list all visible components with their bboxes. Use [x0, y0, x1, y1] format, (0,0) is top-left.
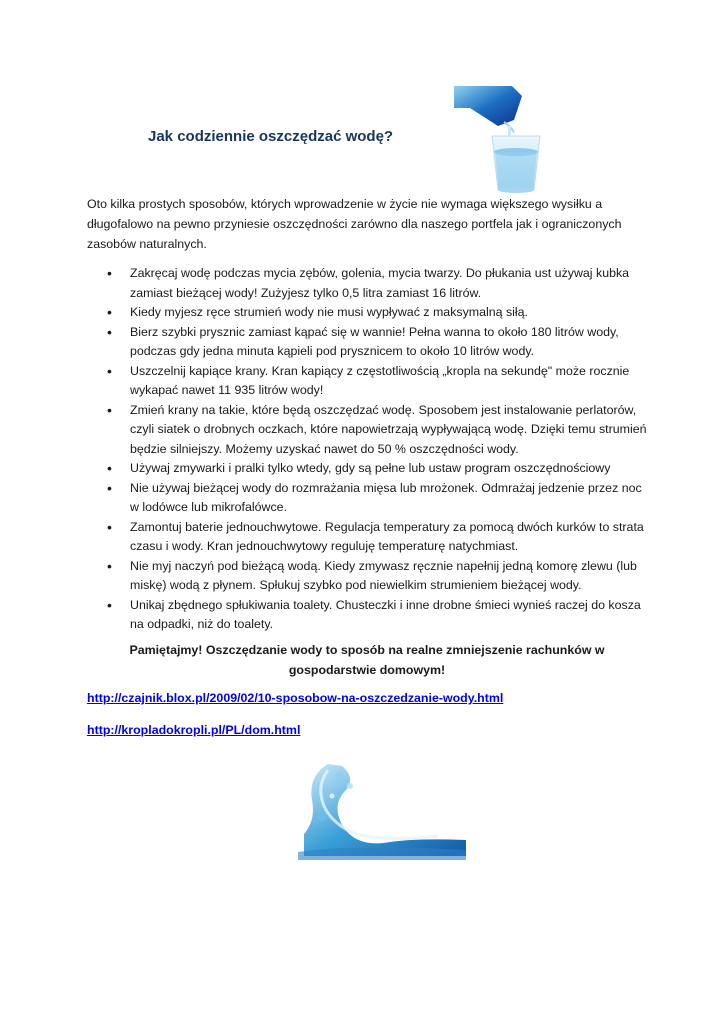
list-item: • Nie używaj bieżącej wody do rozmrażania mięsa lub mrożonek. Odmrażaj jedzenie przez noc w lodówce lub mikrofalówce. — [87, 479, 647, 518]
source-link-czajnik[interactable]: http://czajnik.blox.pl/2009/02/10-sposobow-na-oszczedzanie-wody.html — [87, 691, 504, 705]
list-item: • Kiedy myjesz ręce strumień wody nie musi wypływać z maksymalną siłą. — [87, 303, 647, 323]
list-item: • Zamontuj baterie jednouchwytowe. Regulacja temperatury za pomocą dwóch kurków to strata czasu i wody. Kran jednouchwytowy reguluję temperaturę natychmiast. — [87, 518, 647, 557]
source-link-kropladokropli[interactable]: http://kropladokropli.pl/PL/dom.html — [87, 723, 301, 737]
water-glass-image — [452, 86, 627, 194]
document-title: Jak codziennie oszczędzać wodę? — [148, 128, 394, 145]
intro-paragraph: Oto kilka prostych sposobów, których wprowadzenie w życie nie wymaga większego wysiłku a długofalowo na pewno przyniesie oszczędności zarówno dla naszego portfela jak i ograniczonych zasobów naturalnych. — [87, 197, 622, 251]
list-item: • Używaj zmywarki i pralki tylko wtedy, gdy są pełne lub ustaw program oszczędnościowy — [87, 459, 647, 479]
list-item: • Unikaj zbędnego spłukiwania toalety. Chusteczki i inne drobne śmieci wynieś raczej do kosza na odpadki, niż do toalety. — [87, 596, 647, 635]
closing-paragraph: Pamiętajmy! Oszczędzanie wody to sposób na realne zmniejszenie rachunków w gospodarstwie domowym! — [129, 643, 605, 677]
list-item: • Bierz szybki prysznic zamiast kąpać się w wannie! Pełna wanna to około 180 litrów wody, podczas gdy jedna minuta kąpieli pod prysznicem to około 10 litrów wody. — [87, 323, 647, 362]
tips-list — [87, 264, 647, 635]
list-item: • Zmień krany na takie, które będą oszczędzać wodę. Sposobem jest instalowanie perlatorów, czyli siatek o drobnych oczkach, które napowietrzają wypływającą wodę. Dzięki temu strumień będzie silniejszy. Możemy uzyskać nawet do 50 % oszczędności wody. — [87, 401, 647, 460]
list-item: • Nie myj naczyń pod bieżącą wodą. Kiedy zmywasz ręcznie napełnij jedną komorę zlewu (lub miskę) wodą z płynem. Spłukuj szybko pod niewielkim strumieniem bieżącej wody. — [87, 557, 647, 596]
water-splash-image — [298, 756, 466, 866]
list-item: • Zakręcaj wodę podczas mycia zębów, golenia, mycia twarzy. Do płukania ust używaj kubka zamiast bieżącej wody! Zużyjesz tylko 0,5 litra zamiast 16 litrów. — [87, 264, 647, 303]
list-item: • Uszczelnij kapiące krany. Kran kapiący z częstotliwością „kropla na sekundę" może rocznie wykapać nawet 11 935 litrów wody! — [87, 362, 647, 401]
